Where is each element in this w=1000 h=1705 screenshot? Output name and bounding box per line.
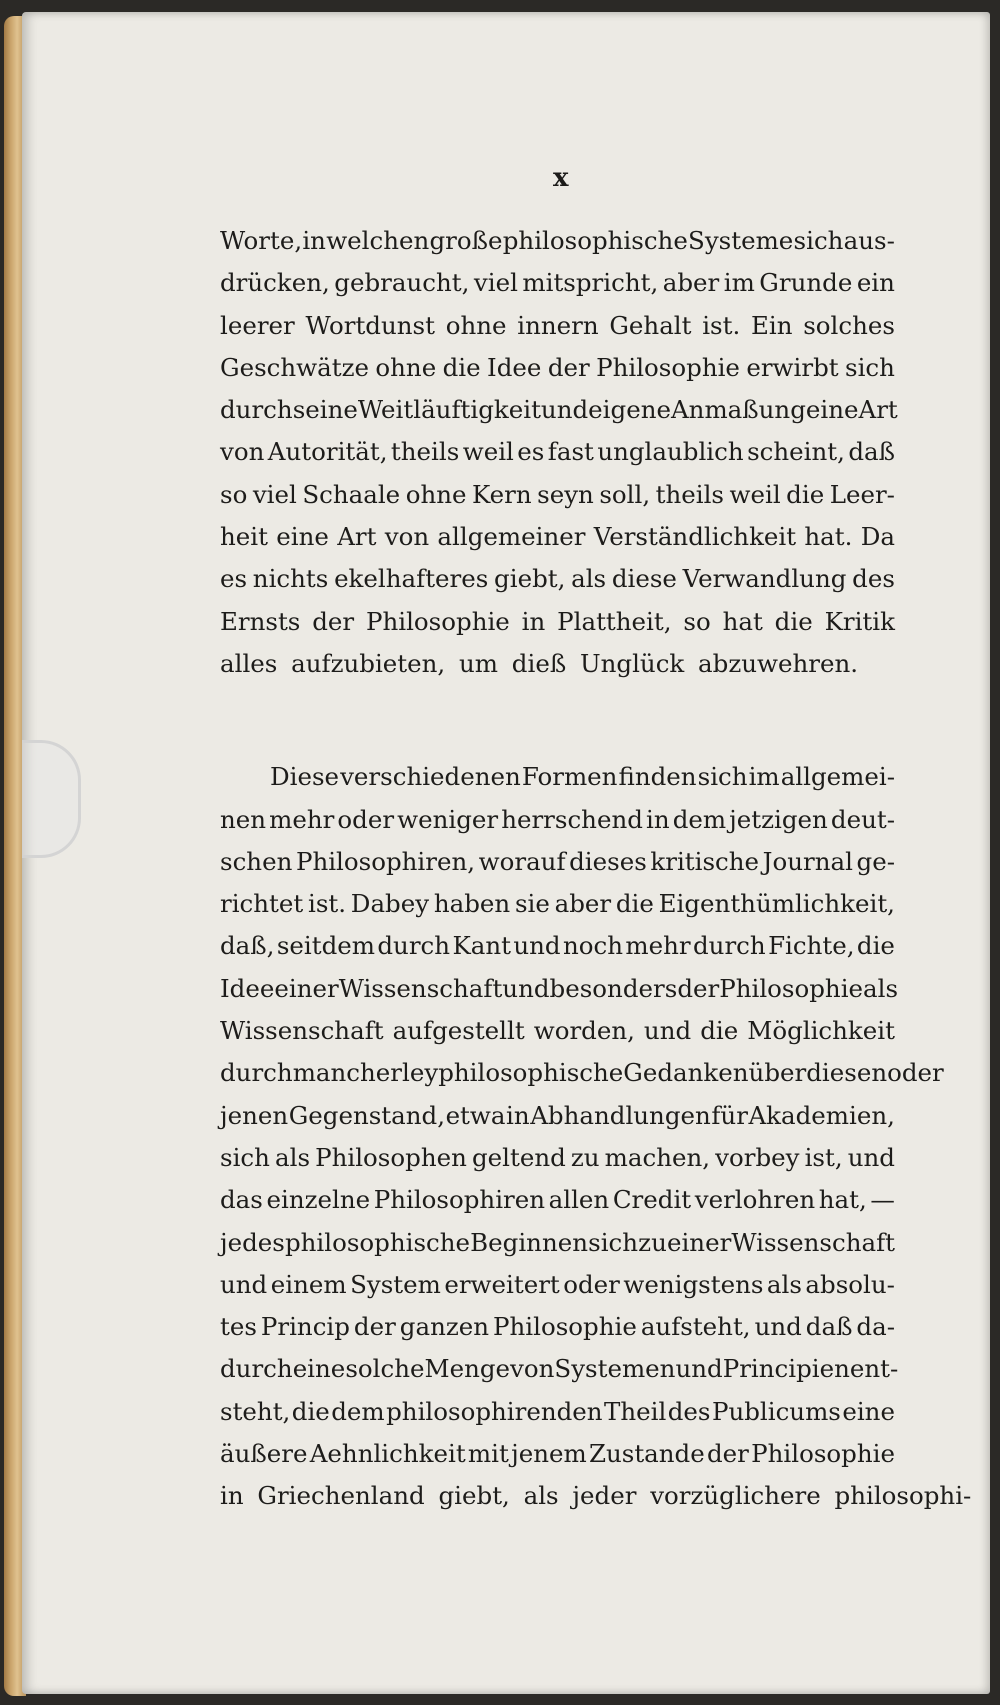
word: eine xyxy=(276,522,329,552)
word: Eigenthümlichkeit, xyxy=(658,889,895,919)
word: Systeme xyxy=(688,226,794,255)
word: Verwandlung xyxy=(682,564,847,594)
word: leerer xyxy=(220,310,295,340)
word: Plattheit, xyxy=(557,606,672,636)
word: Wissenschaft xyxy=(220,1016,384,1046)
word: vorbey xyxy=(715,1142,800,1172)
word: geltend xyxy=(471,1142,566,1172)
word: da- xyxy=(856,1312,895,1342)
paragraph-1 xyxy=(220,220,898,685)
word: Formen xyxy=(521,762,618,792)
word: der xyxy=(353,1312,396,1342)
word: Journal xyxy=(762,846,853,876)
word: Idee xyxy=(487,352,542,382)
word: Menge xyxy=(424,1354,511,1384)
word: haben xyxy=(433,889,511,919)
word: oder xyxy=(563,1269,620,1299)
word: Philosophie xyxy=(751,1439,895,1469)
paragraph-2 xyxy=(220,756,972,1517)
word: philosophirenden xyxy=(386,1396,603,1426)
word: ohne xyxy=(405,479,467,509)
word: giebt, xyxy=(494,564,566,594)
paragraph-gap xyxy=(220,685,895,756)
word: aus- xyxy=(843,226,895,255)
word: und xyxy=(502,973,550,1003)
word: machen, xyxy=(604,1142,711,1172)
word: es xyxy=(220,564,248,594)
word: Ein xyxy=(750,310,793,340)
word: Weitläuftigkeit xyxy=(357,395,541,425)
text-line xyxy=(220,474,895,516)
text-line xyxy=(220,841,895,883)
word: zu xyxy=(570,1142,600,1172)
word: soll, xyxy=(599,479,651,509)
word: das xyxy=(220,1185,263,1215)
word: scheint, xyxy=(747,437,845,467)
word: zu xyxy=(638,1227,667,1257)
word: solches xyxy=(803,310,895,340)
word: sie xyxy=(514,889,550,919)
text-line xyxy=(220,220,895,262)
word: allen xyxy=(548,1185,610,1215)
word: hat, xyxy=(818,1185,867,1215)
word: weil xyxy=(729,479,781,509)
word: Wissenschaft xyxy=(731,1227,895,1257)
text-line xyxy=(220,1179,895,1221)
word: einer xyxy=(666,1227,732,1257)
word: deut- xyxy=(830,804,895,834)
word: Beginnen xyxy=(470,1227,589,1257)
word: fast xyxy=(547,437,594,467)
word: einzelne xyxy=(266,1185,371,1215)
word: Aehnlichkeit xyxy=(309,1439,466,1469)
word: daß, xyxy=(220,931,275,961)
text-line xyxy=(220,1010,895,1052)
text-line xyxy=(220,1137,895,1179)
text-line xyxy=(220,305,895,347)
text-line xyxy=(220,1095,895,1137)
word: philosophische xyxy=(502,226,688,255)
word: absolu- xyxy=(805,1269,895,1299)
text-line xyxy=(220,1264,895,1306)
word: und xyxy=(754,1312,802,1342)
word: die xyxy=(786,479,825,509)
word: Philosophie xyxy=(596,352,740,382)
word: weil xyxy=(462,437,514,467)
word: des xyxy=(667,1396,711,1426)
word: durch xyxy=(693,931,766,961)
text-line xyxy=(220,883,895,925)
word: äußere xyxy=(220,1439,308,1469)
word: Kern xyxy=(472,479,532,509)
word: die xyxy=(774,606,813,636)
text-line xyxy=(220,431,895,473)
word: Worte, xyxy=(220,226,303,255)
word: Geschwätze xyxy=(220,352,369,382)
word: steht, xyxy=(220,1396,291,1426)
word: einer xyxy=(274,973,339,1003)
word: schen xyxy=(220,846,293,876)
word: aufsteht, xyxy=(640,1312,751,1342)
word: jenen xyxy=(220,1100,289,1130)
word: im xyxy=(748,762,780,792)
word: — xyxy=(870,1185,895,1215)
word: jetzigen xyxy=(729,804,828,834)
word: Principien xyxy=(722,1354,850,1384)
word: heit xyxy=(220,522,268,552)
word: von xyxy=(384,522,430,552)
word: von xyxy=(220,437,265,467)
word: allgemeiner xyxy=(437,522,586,552)
word: dem xyxy=(331,1396,385,1426)
text-line xyxy=(220,389,898,431)
text-line: in Griechenland giebt, als jeder vorzüglichere philosophi- xyxy=(220,1481,972,1511)
word: sich xyxy=(793,226,844,255)
text-line xyxy=(220,1052,944,1094)
text-line xyxy=(220,1348,899,1390)
word: Wortdunst xyxy=(305,310,435,340)
word: weniger xyxy=(397,804,499,834)
word: Art xyxy=(337,522,377,552)
word: Da xyxy=(860,522,895,552)
word: viel xyxy=(473,268,518,298)
word: der xyxy=(707,1439,749,1469)
word: Leer- xyxy=(829,479,895,509)
word: theils xyxy=(390,437,460,467)
word: aufgestellt xyxy=(392,1016,525,1046)
word: richtet xyxy=(220,889,304,919)
word: Dabey xyxy=(350,889,430,919)
word: und xyxy=(847,1142,895,1172)
word: etwa xyxy=(445,1100,506,1130)
word: durch xyxy=(220,395,293,425)
word: große xyxy=(429,226,503,255)
word: die xyxy=(615,889,654,919)
page-number: x xyxy=(553,163,570,193)
word: welchen xyxy=(326,226,430,255)
word: ganzen xyxy=(399,1312,490,1342)
word: seitdem xyxy=(276,931,375,961)
word: besonders xyxy=(549,973,678,1003)
word: und xyxy=(220,1269,268,1299)
word: ist. xyxy=(308,889,347,919)
word: Fichte, xyxy=(768,931,855,961)
word: und xyxy=(643,1016,692,1046)
word: erwirbt xyxy=(746,352,839,382)
word: verlohren xyxy=(694,1185,816,1215)
text-line xyxy=(220,347,895,389)
word: solche xyxy=(345,1354,425,1384)
text-line xyxy=(220,558,895,600)
word: die xyxy=(291,1396,330,1426)
word: in xyxy=(521,606,546,636)
word: die xyxy=(700,1016,739,1046)
word: hat. xyxy=(804,522,853,552)
word: sich xyxy=(697,762,748,792)
word: erweitert xyxy=(444,1269,560,1299)
word: sich xyxy=(220,1142,270,1172)
word: im xyxy=(723,268,755,298)
word: als xyxy=(275,1142,311,1172)
word: aber xyxy=(662,268,720,298)
word: Autorität, xyxy=(267,437,388,467)
word: der xyxy=(312,606,355,636)
text-line xyxy=(220,601,895,643)
word: philosophische xyxy=(438,1058,624,1088)
word: herrschend xyxy=(501,804,643,834)
word: Art xyxy=(858,395,898,425)
word: hat xyxy=(722,606,763,636)
word: aber xyxy=(554,889,612,919)
text-line xyxy=(220,1222,895,1264)
word: Ernsts xyxy=(220,606,301,636)
text-line xyxy=(220,968,899,1010)
word: der xyxy=(677,973,720,1003)
word: jenem xyxy=(511,1439,587,1469)
word: Grunde xyxy=(759,268,853,298)
word: in xyxy=(646,804,670,834)
word: ekelhafteres xyxy=(334,564,489,594)
word: mehr xyxy=(269,804,335,834)
word: unglaublich xyxy=(597,437,744,467)
word: als xyxy=(766,1269,802,1299)
word: Akademien, xyxy=(748,1100,895,1130)
word: Diese xyxy=(270,762,340,792)
word: allgemei- xyxy=(780,762,895,792)
page-clip xyxy=(22,740,81,858)
word: diesen xyxy=(806,1058,888,1088)
word: als xyxy=(863,973,899,1003)
word: die xyxy=(442,352,481,382)
text-line xyxy=(220,262,895,304)
word: und xyxy=(540,395,589,425)
word: drücken, xyxy=(220,268,330,298)
word: Gegenstand, xyxy=(288,1100,446,1130)
word: Publicums xyxy=(711,1396,841,1426)
word: durch xyxy=(377,931,451,961)
word: eine xyxy=(805,395,859,425)
word: mit xyxy=(467,1439,509,1469)
word: Philosophie xyxy=(719,973,864,1003)
text-line xyxy=(220,1391,895,1433)
word: des xyxy=(852,564,895,594)
word: so xyxy=(220,479,248,509)
word: nichts xyxy=(252,564,329,594)
word: Princip xyxy=(260,1312,350,1342)
word: ent- xyxy=(849,1354,899,1384)
word: diese xyxy=(611,564,677,594)
word: ohne xyxy=(445,310,507,340)
word: von xyxy=(510,1354,555,1384)
word: in xyxy=(506,1100,530,1130)
word: in xyxy=(302,226,326,255)
word: eine xyxy=(842,1396,895,1426)
word: ist, xyxy=(804,1142,843,1172)
word: nen xyxy=(220,804,267,834)
word: gebraucht, xyxy=(334,268,470,298)
word: philosophische xyxy=(284,1227,471,1257)
text-line xyxy=(220,1306,895,1348)
word: Gehalt xyxy=(609,310,692,340)
word: seine xyxy=(292,395,358,425)
word: Verständlichkeit xyxy=(593,522,797,552)
text-line xyxy=(220,925,895,967)
word: eine xyxy=(292,1354,346,1384)
word: innern xyxy=(517,310,599,340)
text-line xyxy=(220,799,895,841)
word: eigene xyxy=(588,395,671,425)
word: tes xyxy=(220,1312,257,1342)
word: Gedanken xyxy=(623,1058,749,1088)
word: ohne xyxy=(375,352,437,382)
text-line: alles aufzubieten, um dieß Unglück abzuwehren. xyxy=(220,648,859,678)
word: daß xyxy=(805,1312,853,1342)
word: mehr xyxy=(625,931,691,961)
word: Theil xyxy=(604,1396,667,1426)
word: einem xyxy=(270,1269,347,1299)
word: worauf xyxy=(478,846,566,876)
word: oder xyxy=(337,804,395,834)
word: ein xyxy=(856,268,895,298)
word: durch xyxy=(220,1058,293,1088)
word: oder xyxy=(887,1058,944,1088)
word: Schaale xyxy=(302,479,401,509)
word: Credit xyxy=(612,1185,692,1215)
word: kritische xyxy=(650,846,760,876)
text-line xyxy=(220,756,895,798)
word: Kant xyxy=(452,931,511,961)
word: so xyxy=(683,606,711,636)
word: dem xyxy=(672,804,727,834)
word: Philosophiren xyxy=(373,1185,546,1215)
word: Idee xyxy=(220,973,275,1003)
word: ge- xyxy=(856,846,895,876)
word: System xyxy=(350,1269,441,1299)
word: Anmaßung xyxy=(670,395,806,425)
word: verschiedenen xyxy=(340,762,521,792)
word: Philosophie xyxy=(366,606,510,636)
word: der xyxy=(547,352,590,382)
word: jedes xyxy=(220,1227,285,1257)
word: Philosophiren, xyxy=(295,846,476,876)
word: Abhandlungen xyxy=(530,1100,711,1130)
word: daß xyxy=(848,437,895,467)
text-line xyxy=(220,1433,895,1475)
word: viel xyxy=(252,479,297,509)
word: Philosophie xyxy=(493,1312,637,1342)
word: sich xyxy=(845,352,895,382)
word: Philosophen xyxy=(315,1142,467,1172)
word: noch xyxy=(562,931,624,961)
body-text xyxy=(220,220,972,1518)
word: über xyxy=(748,1058,807,1088)
word: und xyxy=(513,931,561,961)
word: dieses xyxy=(569,846,647,876)
word: Wissenschaft xyxy=(338,973,503,1003)
word: theils xyxy=(655,479,725,509)
word: wenigstens xyxy=(623,1269,764,1299)
word: finden xyxy=(618,762,697,792)
word: es xyxy=(517,437,545,467)
word: mancherley xyxy=(292,1058,439,1088)
word: mitspricht, xyxy=(522,268,659,298)
word: Möglichkeit xyxy=(747,1016,895,1046)
word: ist. xyxy=(702,310,741,340)
word: Kritik xyxy=(824,606,895,636)
word: worden, xyxy=(533,1016,635,1046)
word: durch xyxy=(220,1354,293,1384)
word: sich xyxy=(588,1227,639,1257)
word: als xyxy=(571,564,607,594)
word: und xyxy=(675,1354,723,1384)
text-line xyxy=(220,516,895,558)
word: seyn xyxy=(537,479,594,509)
word: die xyxy=(856,931,895,961)
word: für xyxy=(711,1100,748,1130)
word: Systemen xyxy=(554,1354,676,1384)
word: Zustande xyxy=(588,1439,705,1469)
